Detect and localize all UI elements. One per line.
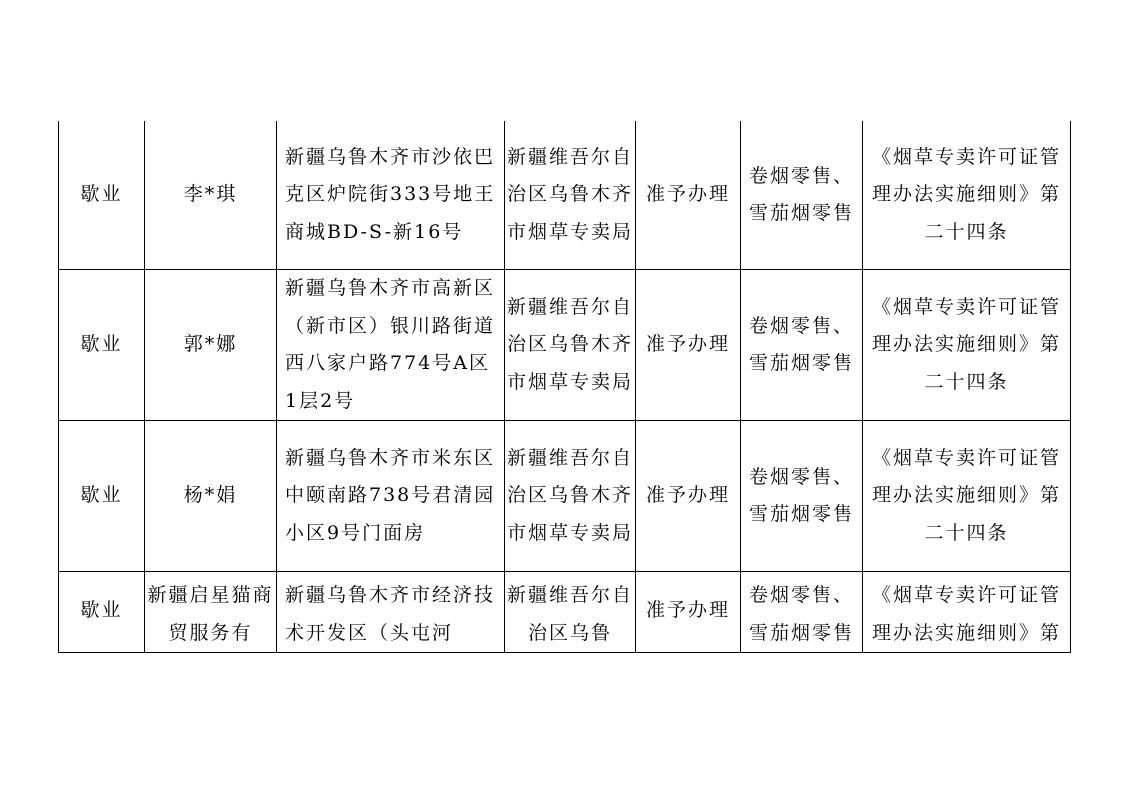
- cell-authority: 新疆维吾尔自治区乌鲁木齐市烟草专卖局: [505, 121, 636, 270]
- cell-decision: 准予办理: [636, 121, 741, 270]
- cell-basis: 《烟草专卖许可证管理办法实施细则》第二十四条: [863, 421, 1071, 572]
- cell-basis: 《烟草专卖许可证管理办法实施细则》第: [863, 572, 1071, 653]
- table-row: [59, 421, 1071, 572]
- cell-authority: 新疆维吾尔自治区乌鲁木齐市烟草专卖局: [505, 421, 636, 572]
- cell-authority: 新疆维吾尔自治区乌鲁木齐市烟草专卖局: [505, 270, 636, 421]
- cell-scope: 卷烟零售、雪茄烟零售: [741, 421, 863, 572]
- cell-type: 歇业: [59, 270, 145, 421]
- cell-decision: 准予办理: [636, 421, 741, 572]
- cell-address: 新疆乌鲁木齐市经济技术开发区（头屯河: [277, 572, 505, 653]
- table-row: [59, 270, 1071, 421]
- cell-name: 新疆启星猫商贸服务有: [145, 572, 277, 653]
- cell-authority: 新疆维吾尔自治区乌鲁: [505, 572, 636, 653]
- cell-basis: 《烟草专卖许可证管理办法实施细则》第二十四条: [863, 121, 1071, 270]
- cell-decision: 准予办理: [636, 572, 741, 653]
- cell-type: 歇业: [59, 572, 145, 653]
- cell-name: 郭*娜: [145, 270, 277, 421]
- cell-scope: 卷烟零售、雪茄烟零售: [741, 121, 863, 270]
- cell-scope: 卷烟零售、雪茄烟零售: [741, 572, 863, 653]
- cell-address: 新疆乌鲁木齐市高新区（新市区）银川路街道西八家户路774号A区1层2号: [277, 270, 505, 421]
- cell-type: 歇业: [59, 121, 145, 270]
- table-row: [59, 121, 1071, 270]
- cell-scope: 卷烟零售、雪茄烟零售: [741, 270, 863, 421]
- cell-address: 新疆乌鲁木齐市沙依巴克区炉院街333号地王商城BD-S-新16号: [277, 121, 505, 270]
- cell-basis: 《烟草专卖许可证管理办法实施细则》第二十四条: [863, 270, 1071, 421]
- cell-address: 新疆乌鲁木齐市米东区中颐南路738号君清园小区9号门面房: [277, 421, 505, 572]
- cell-name: 李*琪: [145, 121, 277, 270]
- table-row: [59, 572, 1071, 653]
- cell-type: 歇业: [59, 421, 145, 572]
- license-table: [58, 121, 1071, 653]
- cell-decision: 准予办理: [636, 270, 741, 421]
- cell-name: 杨*娟: [145, 421, 277, 572]
